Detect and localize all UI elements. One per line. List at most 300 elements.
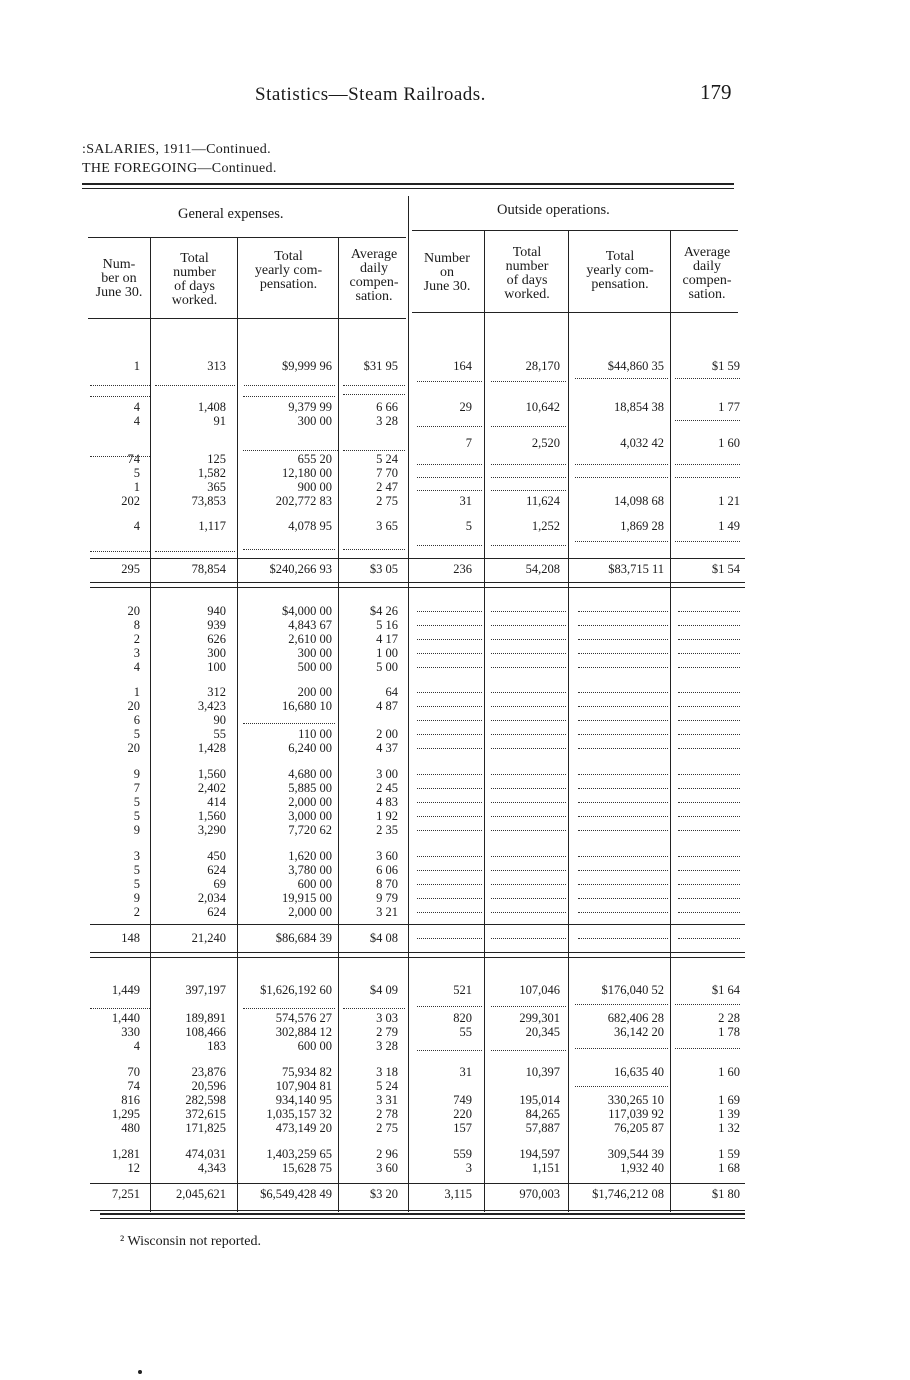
column-header-4	[340, 248, 408, 304]
table-cell: 4 83	[376, 795, 398, 809]
table-cell: 202	[121, 494, 140, 508]
table-cell: 500 00	[297, 660, 332, 674]
table-cell: $176,040 52	[601, 983, 664, 997]
table-cell: 1	[133, 480, 140, 494]
table-cell: 2 47	[376, 480, 398, 494]
table-cell: 1,932 40	[620, 1161, 664, 1175]
dot-leader	[90, 551, 150, 552]
table-cell: 4,843 67	[288, 618, 332, 632]
table-cell: 12	[127, 1161, 140, 1175]
header-rule-left	[88, 318, 406, 319]
table-cell: $4 09	[369, 983, 398, 997]
table-cell: 3	[465, 1161, 472, 1175]
dot-leader	[578, 856, 668, 857]
table-cell: 1,151	[531, 1161, 560, 1175]
dot-leader	[417, 692, 482, 693]
table-cell: 970,003	[519, 1187, 560, 1201]
table-cell: $1 64	[711, 983, 740, 997]
table-cell: 2 00	[376, 727, 398, 741]
table-cell: 11,624	[526, 494, 560, 508]
table-cell: 3 60	[376, 1161, 398, 1175]
dot-leader	[491, 938, 566, 939]
dot-leader	[578, 720, 668, 721]
table-cell: 189,891	[185, 1011, 226, 1025]
dot-leader	[491, 477, 566, 478]
table-cell: 20	[127, 699, 140, 713]
dot-leader	[491, 816, 566, 817]
dot-leader	[675, 1004, 740, 1005]
dot-leader	[491, 706, 566, 707]
table-cell: $1 54	[711, 562, 740, 576]
table-cell: 12,180 00	[282, 466, 332, 480]
table-cell: 4,343	[197, 1161, 226, 1175]
table-cell: 1,440	[111, 1011, 140, 1025]
table-cell: 1 78	[718, 1025, 740, 1039]
table-cell: 312	[207, 685, 226, 699]
table-cell: 1 59	[718, 1147, 740, 1161]
table-rule	[90, 558, 745, 559]
table-cell: $1,746,212 08	[592, 1187, 664, 1201]
table-cell: 5 24	[376, 1079, 398, 1093]
table-cell: 3 21	[376, 905, 398, 919]
table-cell: 2,520	[531, 436, 560, 450]
table-cell: $4,000 00	[282, 604, 332, 618]
table-cell: 1,403,259 65	[266, 1147, 332, 1161]
table-cell: 7 70	[376, 466, 398, 480]
table-cell: 194,597	[519, 1147, 560, 1161]
table-cell: 171,825	[185, 1121, 226, 1135]
table-cell: 5 24	[376, 452, 398, 466]
dot-leader	[578, 611, 668, 612]
table-cell: 18,854 38	[614, 400, 664, 414]
dot-leader	[575, 1048, 668, 1049]
table-cell: 5	[133, 795, 140, 809]
dot-leader	[678, 639, 740, 640]
table-cell: 4,032 42	[620, 436, 664, 450]
table-cell: 313	[207, 359, 226, 373]
dot-leader	[575, 541, 668, 542]
table-cell: 1,582	[197, 466, 226, 480]
table-cell: 2 28	[718, 1011, 740, 1025]
table-cell: 655 20	[297, 452, 332, 466]
dot-leader	[243, 549, 335, 550]
table-cell: 624	[207, 863, 226, 877]
table-cell: 1 68	[718, 1161, 740, 1175]
dot-leader	[678, 611, 740, 612]
column-header-line: number	[505, 259, 549, 274]
dot-leader	[578, 734, 668, 735]
dot-leader	[417, 545, 482, 546]
table-cell: 682,406 28	[607, 1011, 664, 1025]
table-cell: 3 31	[376, 1093, 398, 1107]
table-cell: 69	[213, 877, 226, 891]
table-cell: 6 66	[376, 400, 398, 414]
table-cell: 7	[465, 436, 472, 450]
dot-leader	[578, 706, 668, 707]
dot-leader	[343, 549, 405, 550]
dot-leader	[90, 456, 150, 457]
table-cell: 4 17	[376, 632, 398, 646]
table-cell: 6,240 00	[288, 741, 332, 755]
dot-leader	[417, 856, 482, 857]
table-cell: $1 59	[711, 359, 740, 373]
dot-leader	[578, 816, 668, 817]
table-cell: 300	[207, 646, 226, 660]
table-cell: 8	[133, 618, 140, 632]
dot-leader	[491, 611, 566, 612]
table-cell: 29	[459, 400, 472, 414]
dot-leader	[243, 723, 335, 724]
dot-leader	[575, 1086, 668, 1087]
dot-leader	[678, 692, 740, 693]
dot-leader	[575, 1004, 668, 1005]
section-subtitle-2: THE FOREGOING—Continued.	[82, 161, 277, 176]
table-cell: 1,035,157 32	[266, 1107, 332, 1121]
col-rule-4	[408, 196, 409, 1212]
column-header-line: compen-	[682, 273, 732, 288]
dot-leader	[578, 912, 668, 913]
table-cell: 300 00	[297, 414, 332, 428]
dot-leader	[578, 884, 668, 885]
table-cell: $86,684 39	[275, 931, 332, 945]
table-cell: 1,281	[111, 1147, 140, 1161]
table-cell: $83,715 11	[608, 562, 664, 576]
table-cell: 15,628 75	[282, 1161, 332, 1175]
table-cell: 107,904 81	[275, 1079, 332, 1093]
table-cell: 309,544 39	[607, 1147, 664, 1161]
dot-leader	[491, 653, 566, 654]
page-number: 179	[700, 80, 732, 104]
table-cell: 4 87	[376, 699, 398, 713]
table-cell: 295	[121, 562, 140, 576]
column-header-line: daily	[693, 259, 721, 274]
table-cell: 20	[127, 741, 140, 755]
column-header-line: of days	[174, 279, 215, 294]
dot-leader	[343, 1008, 405, 1009]
margin-dot	[138, 1370, 142, 1374]
dot-leader	[417, 816, 482, 817]
table-cell: 816	[121, 1093, 140, 1107]
dot-leader	[678, 734, 740, 735]
table-cell: 1 39	[718, 1107, 740, 1121]
table-cell: 21,240	[191, 931, 226, 945]
table-cell: 1 60	[718, 1065, 740, 1079]
dot-leader	[491, 748, 566, 749]
table-cell: 4,680 00	[288, 767, 332, 781]
table-cell: 74	[127, 452, 140, 466]
dot-leader	[417, 912, 482, 913]
table-cell: 23,876	[191, 1065, 226, 1079]
column-header-line: daily	[360, 261, 388, 276]
table-cell: 2,034	[197, 891, 226, 905]
table-cell: 31	[459, 1065, 472, 1079]
dot-leader	[491, 667, 566, 668]
table-cell: 55	[213, 727, 226, 741]
table-cell: 1 49	[718, 519, 740, 533]
dot-leader	[491, 490, 566, 491]
table-cell: 74	[127, 1079, 140, 1093]
dot-leader	[417, 490, 482, 491]
dot-leader	[678, 938, 740, 939]
table-cell: 100	[207, 660, 226, 674]
table-cell: 108,466	[185, 1025, 226, 1039]
dot-leader	[417, 625, 482, 626]
table-rule	[90, 582, 745, 583]
table-cell: 450	[207, 849, 226, 863]
table-cell: 10,642	[525, 400, 560, 414]
table-cell: 54,208	[525, 562, 560, 576]
dot-leader	[678, 667, 740, 668]
dot-leader	[678, 706, 740, 707]
column-header-line: ber on	[101, 271, 137, 286]
footnote: ² Wisconsin not reported.	[120, 1234, 262, 1249]
table-cell: 330	[121, 1025, 140, 1039]
dot-leader	[491, 1006, 566, 1007]
table-cell: 282,598	[185, 1093, 226, 1107]
dot-leader	[578, 625, 668, 626]
dot-leader	[243, 396, 335, 397]
table-cell: 3	[133, 646, 140, 660]
table-cell: 16,680 10	[282, 699, 332, 713]
table-cell: 3 28	[376, 414, 398, 428]
table-cell: 14,098 68	[614, 494, 664, 508]
dot-leader	[678, 653, 740, 654]
table-cell: 90	[213, 713, 226, 727]
dot-leader	[675, 1048, 740, 1049]
dot-leader	[417, 667, 482, 668]
dot-leader	[90, 385, 150, 386]
table-cell: 5	[133, 877, 140, 891]
table-cell: 474,031	[185, 1147, 226, 1161]
table-cell: 2,610 00	[288, 632, 332, 646]
dot-leader	[491, 898, 566, 899]
dot-leader	[90, 1008, 150, 1009]
dot-leader	[491, 639, 566, 640]
table-rule	[100, 1218, 745, 1219]
top-rule	[82, 183, 734, 185]
table-cell: 2,402	[197, 781, 226, 795]
column-header-line: June 30.	[95, 285, 143, 300]
dot-leader	[417, 830, 482, 831]
column-header-line: Total	[605, 249, 635, 264]
dot-leader	[678, 816, 740, 817]
table-cell: 3,290	[197, 823, 226, 837]
dot-leader	[578, 653, 668, 654]
table-cell: 220	[453, 1107, 472, 1121]
table-cell: 820	[453, 1011, 472, 1025]
group-general-expenses: General expenses.	[178, 206, 284, 222]
dot-leader	[678, 720, 740, 721]
dot-leader	[578, 830, 668, 831]
table-cell: 4	[133, 400, 140, 414]
table-cell: 9 79	[376, 891, 398, 905]
dot-leader	[243, 1008, 335, 1009]
dot-leader	[491, 802, 566, 803]
dot-leader	[578, 774, 668, 775]
table-cell: 91	[213, 414, 226, 428]
table-cell: 157	[453, 1121, 472, 1135]
dot-leader	[578, 898, 668, 899]
dot-leader	[491, 1050, 566, 1051]
dot-leader	[575, 378, 668, 379]
table-cell: 3 28	[376, 1039, 398, 1053]
column-header-line: yearly com-	[586, 263, 654, 278]
table-cell: 1 69	[718, 1093, 740, 1107]
table-cell: 3,780 00	[288, 863, 332, 877]
column-header-2	[152, 252, 237, 308]
table-cell: 148	[121, 931, 140, 945]
dot-leader	[417, 938, 482, 939]
table-cell: 1,869 28	[620, 519, 664, 533]
table-cell: 2 75	[376, 494, 398, 508]
col-rule-7	[670, 230, 671, 1212]
table-cell: $240,266 93	[269, 562, 332, 576]
column-header-line: Total	[274, 249, 303, 264]
table-cell: 1 00	[376, 646, 398, 660]
group-rule-right	[412, 230, 738, 231]
table-cell: 626	[207, 632, 226, 646]
table-rule	[90, 957, 745, 958]
table-cell: 8 70	[376, 877, 398, 891]
table-cell: 1 92	[376, 809, 398, 823]
column-header-line: number	[173, 265, 216, 280]
table-cell: 5 16	[376, 618, 398, 632]
table-cell: 1,449	[111, 983, 140, 997]
table-cell: 2 96	[376, 1147, 398, 1161]
column-header-line: yearly com-	[254, 263, 323, 278]
table-cell: 397,197	[185, 983, 226, 997]
table-cell: 1,295	[111, 1107, 140, 1121]
table-cell: 3 03	[376, 1011, 398, 1025]
table-cell: 302,884 12	[275, 1025, 332, 1039]
dot-leader	[491, 830, 566, 831]
table-cell: 36,142 20	[614, 1025, 664, 1039]
dot-leader	[675, 420, 740, 421]
table-cell: 2,000 00	[288, 905, 332, 919]
table-rule	[100, 1213, 745, 1215]
dot-leader	[491, 884, 566, 885]
dot-leader	[417, 720, 482, 721]
table-cell: 939	[207, 618, 226, 632]
table-cell: 55	[459, 1025, 472, 1039]
table-cell: 64	[385, 685, 398, 699]
dot-leader	[244, 385, 335, 386]
dot-leader	[491, 381, 566, 382]
dot-leader	[678, 870, 740, 871]
dot-leader	[417, 1006, 482, 1007]
dot-leader	[678, 856, 740, 857]
table-cell: $3 05	[369, 562, 398, 576]
table-cell: $3 20	[369, 1187, 398, 1201]
dot-leader	[343, 450, 405, 451]
table-cell: 76,205 87	[614, 1121, 664, 1135]
section-subtitle: :SALARIES, 1911—Continued.	[82, 142, 271, 157]
table-cell: 4	[133, 414, 140, 428]
column-header-line: on	[440, 265, 454, 280]
table-cell: 300 00	[297, 646, 332, 660]
table-cell: 3 00	[376, 767, 398, 781]
dot-leader	[417, 1050, 482, 1051]
table-cell: 414	[207, 795, 226, 809]
table-cell: 372,615	[185, 1107, 226, 1121]
column-header-line: of days	[506, 273, 548, 288]
table-cell: 1 32	[718, 1121, 740, 1135]
dot-leader	[417, 898, 482, 899]
table-cell: 4	[133, 519, 140, 533]
table-cell: 57,887	[525, 1121, 560, 1135]
table-cell: 473,149 20	[275, 1121, 332, 1135]
column-header-line: Average	[350, 247, 398, 262]
table-cell: 9	[133, 767, 140, 781]
table-cell: 3,000 00	[288, 809, 332, 823]
column-header-line: sation.	[355, 289, 393, 304]
dot-leader	[491, 692, 566, 693]
table-cell: 6	[133, 713, 140, 727]
column-header-line: pensation.	[259, 277, 318, 292]
dot-leader	[417, 774, 482, 775]
column-header-6	[486, 246, 568, 302]
table-cell: 7,251	[111, 1187, 140, 1201]
table-cell: 5	[133, 727, 140, 741]
table-cell: 5	[465, 519, 472, 533]
column-header-7	[570, 250, 670, 292]
dot-leader	[675, 378, 740, 379]
table-cell: 20,596	[191, 1079, 226, 1093]
table-cell: 183	[207, 1039, 226, 1053]
table-rule	[90, 952, 745, 953]
dot-leader	[675, 464, 740, 465]
table-cell: $44,860 35	[607, 359, 664, 373]
table-cell: 480	[121, 1121, 140, 1135]
table-cell: 20	[127, 604, 140, 618]
dot-leader	[678, 625, 740, 626]
table-cell: 1 77	[718, 400, 740, 414]
table-cell: 1 21	[718, 494, 740, 508]
table-cell: 934,140 95	[275, 1093, 332, 1107]
table-cell: 107,046	[519, 983, 560, 997]
dot-leader	[417, 464, 482, 465]
dot-leader	[578, 639, 668, 640]
table-cell: 3,115	[444, 1187, 472, 1201]
table-cell: 195,014	[519, 1093, 560, 1107]
dot-leader	[90, 396, 150, 397]
table-cell: 2,045,621	[176, 1187, 226, 1201]
table-cell: 2 75	[376, 1121, 398, 1135]
table-cell: 574,576 27	[275, 1011, 332, 1025]
table-cell: 1,408	[197, 400, 226, 414]
dot-leader	[491, 625, 566, 626]
dot-leader	[417, 706, 482, 707]
table-cell: $1 80	[711, 1187, 740, 1201]
dot-leader	[491, 734, 566, 735]
dot-leader	[491, 545, 566, 546]
column-header-line: Total	[512, 245, 542, 260]
dot-leader	[578, 938, 668, 939]
column-header-line: worked.	[171, 293, 218, 308]
table-cell: 4	[133, 1039, 140, 1053]
dot-leader	[417, 653, 482, 654]
dot-leader	[575, 464, 668, 465]
column-header-3	[239, 250, 338, 292]
dot-leader	[491, 856, 566, 857]
table-cell: 600 00	[297, 1039, 332, 1053]
table-cell: 16,635 40	[614, 1065, 664, 1079]
dot-leader	[343, 385, 405, 386]
table-cell: 117,039 92	[608, 1107, 664, 1121]
table-cell: $1,626,192 60	[260, 983, 332, 997]
table-cell: 5	[133, 466, 140, 480]
table-cell: 2 79	[376, 1025, 398, 1039]
